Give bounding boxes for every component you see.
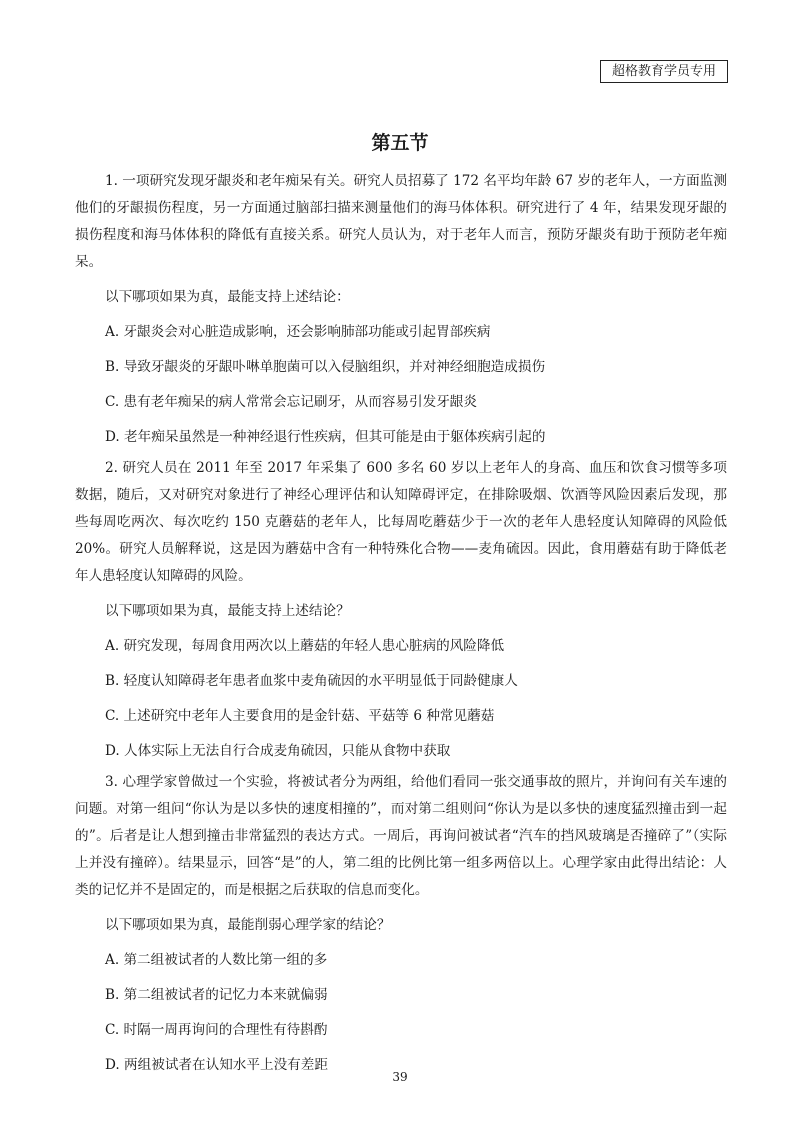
question-2 [75, 455, 727, 590]
question-1-option-c: C. 患有老年痴呆的病人常常会忘记刷牙，从而容易引发牙龈炎 [105, 394, 477, 410]
question-1-option-a: A. 牙龈炎会对心脏造成影响，还会影响肺部功能或引起胃部疾病 [105, 324, 491, 340]
question-1-option-d: D. 老年痴呆虽然是一种神经退行性疾病，但其可能是由于躯体疾病引起的 [105, 429, 546, 445]
question-list [75, 168, 727, 1083]
question-2-option-a: A. 研究发现，每周食用两次以上蘑菇的年轻人患心脏病的风险降低 [105, 638, 505, 654]
question-3-text: 3. 心理学家曾做过一个实验，将被试者分为两组，给他们看同一张交通事故的照片，并询问有关车速的问题。对第一组问“你认为是以多快的速度相撞的”，而对第二组则问“你认为是以多快的速度猛烈撞击到一起的”。后者是让人想到撞击非常猛烈的表达方式。一周后，再询问被试者“汽车的挡风玻璃是否撞碎了”（实际上并没有撞碎）。结果显示，回答“是”的人，第二组的比例比第一组多两倍以上。心理学家由此得出结论：人类的记忆并不是固定的，而是根据之后获取的信息而变化。 [75, 774, 727, 898]
question-3-option-c: C. 时隔一周再询问的合理性有待斟酌 [105, 1022, 328, 1038]
question-2-text: 2. 研究人员在 2011 年至 2017 年采集了 600 多名 60 岁以上老年人的身高、血压和饮食习惯等多项数据，随后，又对研究对象进行了神经心理评估和认知障碍评定，在排除吸烟、饮酒等风险因素后发现，那些每周吃两次、每次吃约 150 克蘑菇的老年人，比每周吃蘑菇少于一次的老年人患轻度认知障碍的风险低 20%。研究人员解释说，这是因为蘑菇中含有一种特殊化合物——麦角硫因。因此，食用蘑菇有助于降低老年人患轻度认知障碍的风险。 [75, 460, 727, 584]
question-1-stem: 以下哪项如果为真，最能支持上述结论： [105, 289, 350, 305]
section-title: 第五节 [371, 132, 429, 154]
question-3-stem: 以下哪项如果为真，最能削弱心理学家的结论？ [105, 917, 391, 933]
question-2-option-b: B. 轻度认知障碍老年患者血浆中麦角硫因的水平明显低于同龄健康人 [105, 673, 518, 689]
question-1-option-b: B. 导致牙龈炎的牙龈卟啉单胞菌可以入侵脑组织，并对神经细胞造成损伤 [105, 359, 546, 375]
page-number: 39 [392, 1070, 408, 1084]
question-2-option-d: D. 人体实际上无法自行合成麦角硫因，只能从食物中获取 [105, 743, 451, 759]
header-badge: 超格教育学员专用 [600, 60, 728, 83]
question-3-option-a: A. 第二组被试者的人数比第一组的多 [105, 952, 328, 968]
question-3-option-b: B. 第二组被试者的记忆力本来就偏弱 [105, 987, 328, 1003]
question-1 [75, 168, 727, 276]
question-1-text: 1. 一项研究发现牙龈炎和老年痴呆有关。研究人员招募了 172 名平均年龄 67 岁的老年人，一方面监测他们的牙龈损伤程度，另一方面通过脑部扫描来测量他们的海马体体积。研究进行了 4 年，结果发现牙龈的损伤程度和海马体体积的降低有直接关系。研究人员认为，对于老年人而言，预防牙龈炎有助于预防老年痴呆。 [75, 173, 727, 270]
question-3 [75, 769, 727, 904]
question-2-stem: 以下哪项如果为真，最能支持上述结论？ [105, 603, 350, 619]
question-3-option-d: D. 两组被试者在认知水平上没有差距 [105, 1057, 328, 1073]
question-2-option-c: C. 上述研究中老年人主要食用的是金针菇、平菇等 6 种常见蘑菇 [105, 708, 495, 724]
